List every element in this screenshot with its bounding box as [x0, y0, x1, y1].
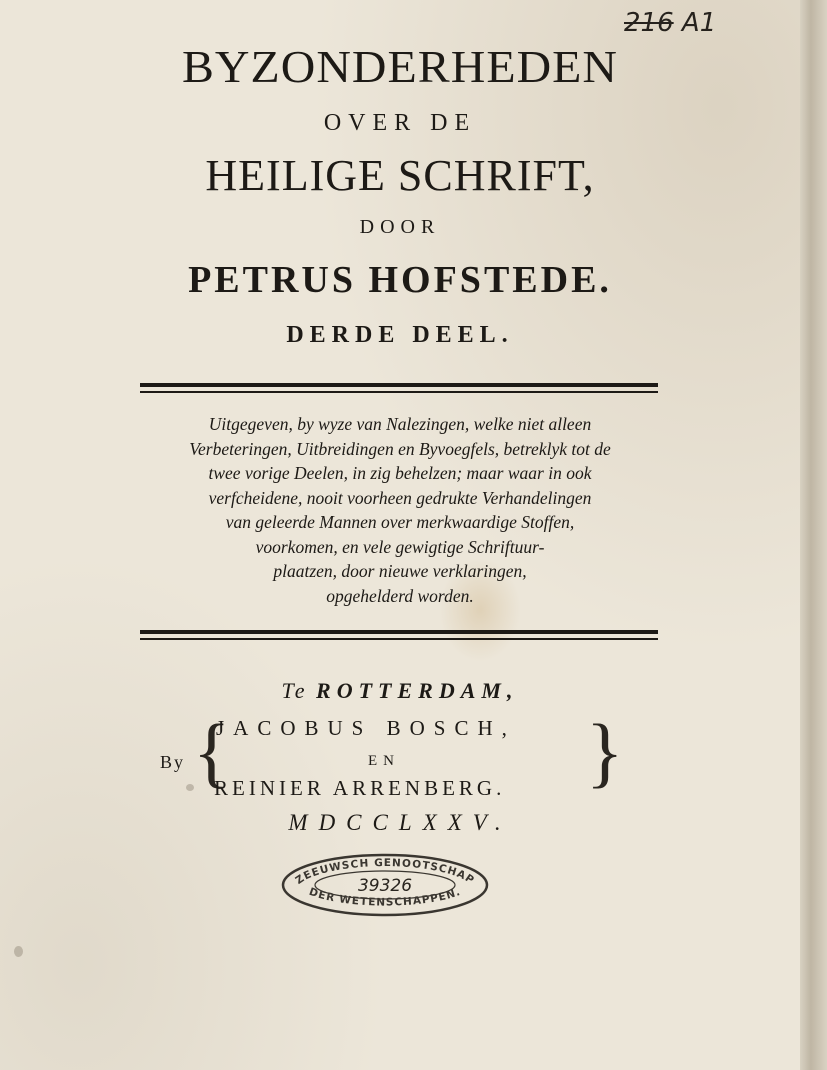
stamp-number: 39326: [357, 876, 413, 896]
title-line-2: OVER DE: [323, 110, 477, 136]
left-brace: {: [193, 708, 231, 795]
title-line-4: DOOR: [359, 216, 441, 238]
subtitle-line: voorkomen, en vele gewigtige Schriftuur-: [255, 536, 545, 557]
subtitle-line: plaatzen, door nieuwe verklaringen,: [273, 561, 527, 581]
paper-blemish: [14, 946, 23, 957]
right-brace: }: [586, 708, 624, 795]
publisher-1: JACOBUS BOSCH,: [216, 716, 516, 740]
subtitle-line: Verbeteringen, Uitbreidingen en Byvoegfels, betreklyk tot de: [189, 438, 611, 459]
publisher-conjunction: EN: [368, 753, 400, 769]
subtitle-line: Uitgegeven, by wyze van Nalezingen, welke niet alleen: [208, 414, 592, 434]
paper-blemish: [186, 784, 194, 791]
double-rule-bottom-thin: [140, 638, 658, 640]
title-line-3: HEILIGE SCHRIFT,: [205, 151, 595, 200]
author-name: PETRUS HOFSTEDE.: [188, 259, 612, 301]
subtitle-line: twee vorige Deelen, in zig behelzen; maar waar in ook: [208, 463, 592, 483]
handwritten-shelfmark: 216 A1: [624, 8, 717, 38]
library-stamp: [280, 852, 490, 918]
title-line-1: BYZONDERHEDEN: [181, 41, 619, 92]
subtitle-block: [120, 412, 680, 608]
place-city: ROTTERDAM,: [316, 678, 519, 703]
book-fore-edge: [800, 0, 827, 1070]
subtitle-line: verfcheidene, nooit voorheen gedrukte Verhandelingen: [208, 487, 592, 508]
subtitle-line: opgehelderd worden.: [326, 585, 474, 606]
publication-year: MDCCLXXV.: [288, 810, 512, 835]
subtitle-line: van geleerde Mannen over merkwaardige Stoffen,: [225, 512, 575, 532]
place-prefix: Te: [281, 678, 308, 703]
imprint-by: By: [160, 752, 186, 772]
stamp-bottom-text: DER WETENSCHAPPEN.: [307, 885, 463, 909]
publisher-2: REINIER ARRENBERG.: [214, 776, 506, 800]
double-rule-bottom-thick: [140, 630, 658, 634]
volume-label: DERDE DEEL.: [286, 322, 514, 348]
imprint-place: [0, 678, 800, 704]
stamp-top-text: ZEEUWSCH GENOOTSCHAP: [293, 857, 477, 887]
double-rule-top-thin: [140, 391, 658, 393]
double-rule-top-thick: [140, 383, 658, 387]
